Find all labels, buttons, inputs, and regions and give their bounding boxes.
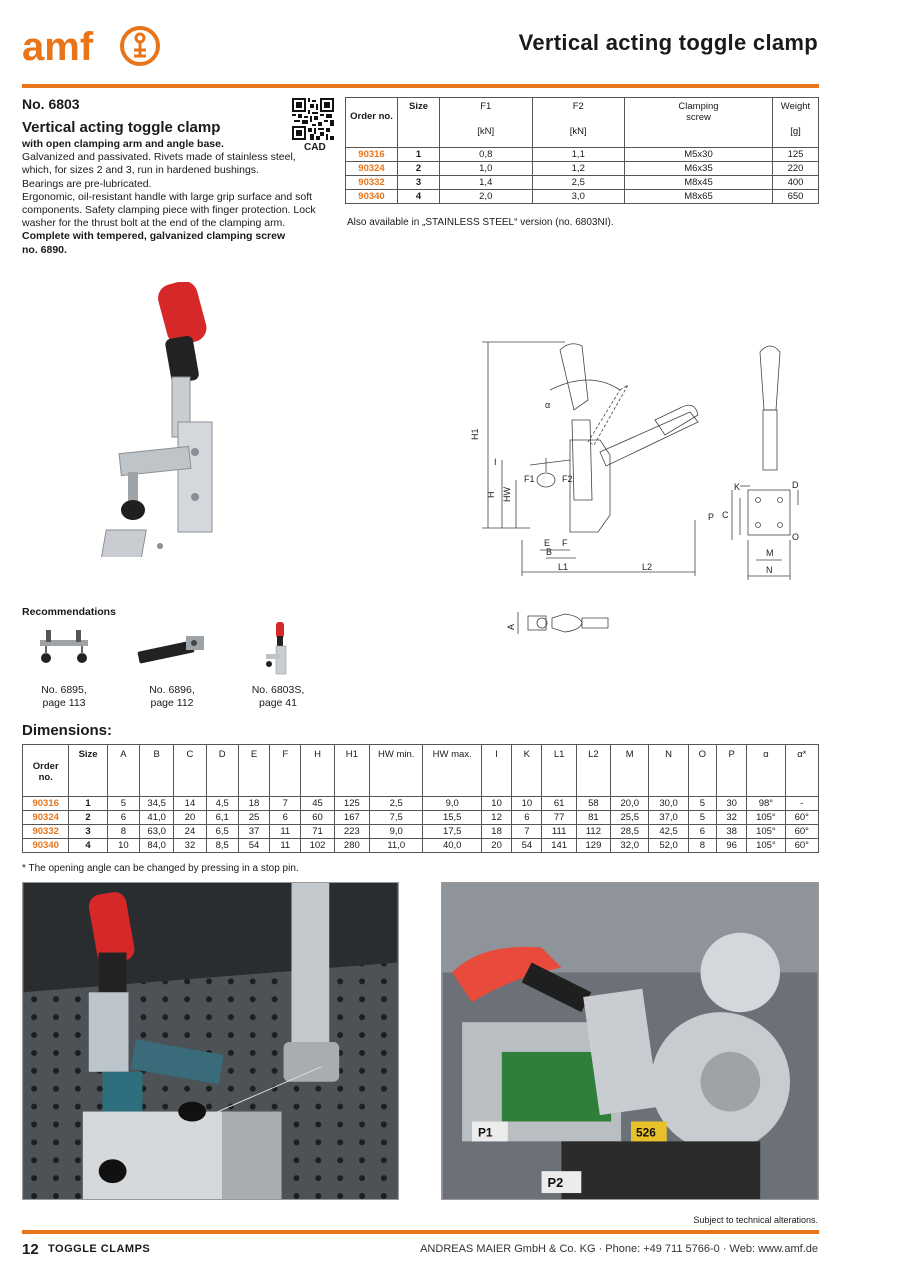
tag-label: 526 bbox=[635, 1125, 656, 1140]
order-number[interactable]: 90324 bbox=[23, 811, 69, 825]
company-info: ANDREAS MAIER GmbH & Co. KG · Phone: +49 711 5766-0 · Web: www.amf.de bbox=[420, 1243, 818, 1255]
rec-item-6896[interactable]: No. 6896, page 112 bbox=[149, 684, 195, 709]
dim-label: E bbox=[544, 538, 551, 548]
dimensions-table bbox=[22, 744, 819, 853]
top-divider bbox=[22, 84, 819, 88]
table-row: 90324 2 1,0 1,2 M6x35 220 bbox=[346, 162, 819, 176]
order-number[interactable]: 90340 bbox=[23, 839, 69, 853]
tag-label: P1 bbox=[477, 1125, 493, 1140]
dim-label: I bbox=[494, 457, 497, 467]
table-row: 90332 3 8 63,0 24 6,5 37 11 71 223 9,0 17,5 18 7 111 112 28,5 42,5 6 38 105° 60° bbox=[23, 825, 819, 839]
dim-label: O bbox=[792, 532, 800, 542]
desc-line: which, for sizes 2 and 3, run in hardened bushings. bbox=[22, 164, 259, 177]
desc-line: components. Safety clamping piece with finger protection. Lock bbox=[22, 204, 316, 217]
dim-label: P bbox=[708, 512, 715, 522]
technical-drawing bbox=[470, 340, 820, 640]
rec-6896-image[interactable] bbox=[134, 632, 210, 672]
desc-included: no. 6890. bbox=[22, 243, 67, 256]
logo-text: amf bbox=[22, 25, 94, 69]
dim-label: H1 bbox=[470, 428, 480, 440]
product-description bbox=[22, 138, 322, 257]
dim-label: L2 bbox=[642, 562, 653, 572]
qr-code-icon[interactable] bbox=[292, 98, 334, 140]
col-weight: Weight [g] bbox=[773, 98, 819, 148]
col-f1: F1 [kN] bbox=[440, 98, 533, 148]
table-row: 90324 2 6 41,0 20 6,1 25 6 60 167 7,5 15,5 12 6 77 81 25,5 37,0 5 32 105° 60° bbox=[23, 811, 819, 825]
order-number[interactable]: 90316 bbox=[346, 148, 398, 162]
desc-line: Ergonomic, oil-resistant handle with large grip surface and soft bbox=[22, 190, 313, 203]
dim-label: A bbox=[506, 623, 516, 630]
page-title: Vertical acting toggle clamp bbox=[518, 30, 818, 55]
subject-note: Subject to technical alterations. bbox=[693, 1215, 818, 1225]
order-number[interactable]: 90340 bbox=[346, 190, 398, 204]
recommendations-title: Recommendations bbox=[22, 606, 116, 618]
rec-item-6803s[interactable]: No. 6803S, page 41 bbox=[251, 684, 305, 709]
desc-included: Complete with tempered, galvanized clamping screw bbox=[22, 230, 286, 243]
dim-label: α bbox=[545, 400, 551, 410]
dim-label: C bbox=[722, 510, 729, 520]
dim-label: N bbox=[766, 565, 773, 575]
tag-label: P2 bbox=[547, 1175, 564, 1191]
table-row: 90340 4 2,0 3,0 M8x65 650 bbox=[346, 190, 819, 204]
dim-label: F2 bbox=[562, 474, 573, 484]
order-number[interactable]: 90324 bbox=[346, 162, 398, 176]
table-row: 90332 3 1,4 2,5 M8x45 400 bbox=[346, 176, 819, 190]
application-photo-2 bbox=[441, 882, 819, 1200]
dimensions-title: Dimensions: bbox=[22, 722, 113, 739]
order-table bbox=[345, 97, 819, 204]
desc-subtitle: with open clamping arm and angle base. bbox=[22, 138, 224, 150]
table-row: 90316 1 5 34,5 14 4,5 18 7 45 125 2,5 9,0 10 10 61 58 20,0 30,0 5 30 98° - bbox=[23, 797, 819, 811]
desc-line: Galvanized and passivated. Rivets made of stainless steel, bbox=[22, 151, 296, 164]
table-row: 90340 4 10 84,0 32 8,5 54 11 102 280 11,0 40,0 20 54 141 129 32,0 52,0 8 96 105° 60° bbox=[23, 839, 819, 853]
toggle-clamp-photo bbox=[100, 282, 230, 557]
dim-label: M bbox=[766, 548, 774, 558]
rec-item-6895[interactable]: No. 6895, page 113 bbox=[41, 684, 87, 709]
col-f2: F2 [kN] bbox=[532, 98, 625, 148]
also-available-note: Also available in „STAINLESS STEEL“ version (no. 6803NI). bbox=[347, 217, 614, 228]
dim-label: L1 bbox=[558, 562, 569, 572]
table-row: 90316 1 0,8 1,1 M5x30 125 bbox=[346, 148, 819, 162]
application-photo-1 bbox=[22, 882, 399, 1200]
order-number[interactable]: 90332 bbox=[23, 825, 69, 839]
col-screw: Clamping screw bbox=[625, 98, 773, 148]
cad-label: CAD bbox=[304, 142, 326, 153]
dim-label: F1 bbox=[524, 474, 535, 484]
rec-6895-image[interactable] bbox=[36, 624, 92, 668]
order-number[interactable]: 90332 bbox=[346, 176, 398, 190]
dim-header-row: Order no. Size A B C D E F H H1 HW min. HW max. I K L1 L2 M N O P α α* bbox=[23, 745, 819, 797]
section-name: TOGGLE CLAMPS bbox=[48, 1243, 151, 1255]
desc-line: Bearings are pre-lubricated. bbox=[22, 177, 152, 190]
footnote: * The opening angle can be changed by pressing in a stop pin. bbox=[22, 863, 299, 874]
dim-label: HW bbox=[502, 487, 512, 502]
col-size: Size bbox=[398, 98, 440, 148]
bottom-divider bbox=[22, 1230, 819, 1234]
dim-label: D bbox=[792, 480, 799, 490]
product-number: No. 6803 bbox=[22, 96, 80, 112]
amf-logo bbox=[22, 24, 162, 70]
desc-line: washer for the thrust bolt at the end of the clamping arm. bbox=[22, 217, 286, 230]
dim-label: B bbox=[546, 547, 553, 557]
product-name: Vertical acting toggle clamp bbox=[22, 119, 221, 136]
page-number: 12 bbox=[22, 1241, 39, 1258]
rec-6803s-image[interactable] bbox=[262, 620, 292, 680]
col-order: Order no. bbox=[346, 98, 398, 148]
dim-label: H bbox=[486, 491, 496, 498]
order-number[interactable]: 90316 bbox=[23, 797, 69, 811]
dim-label: F bbox=[562, 538, 568, 548]
dim-label: K bbox=[734, 482, 741, 492]
